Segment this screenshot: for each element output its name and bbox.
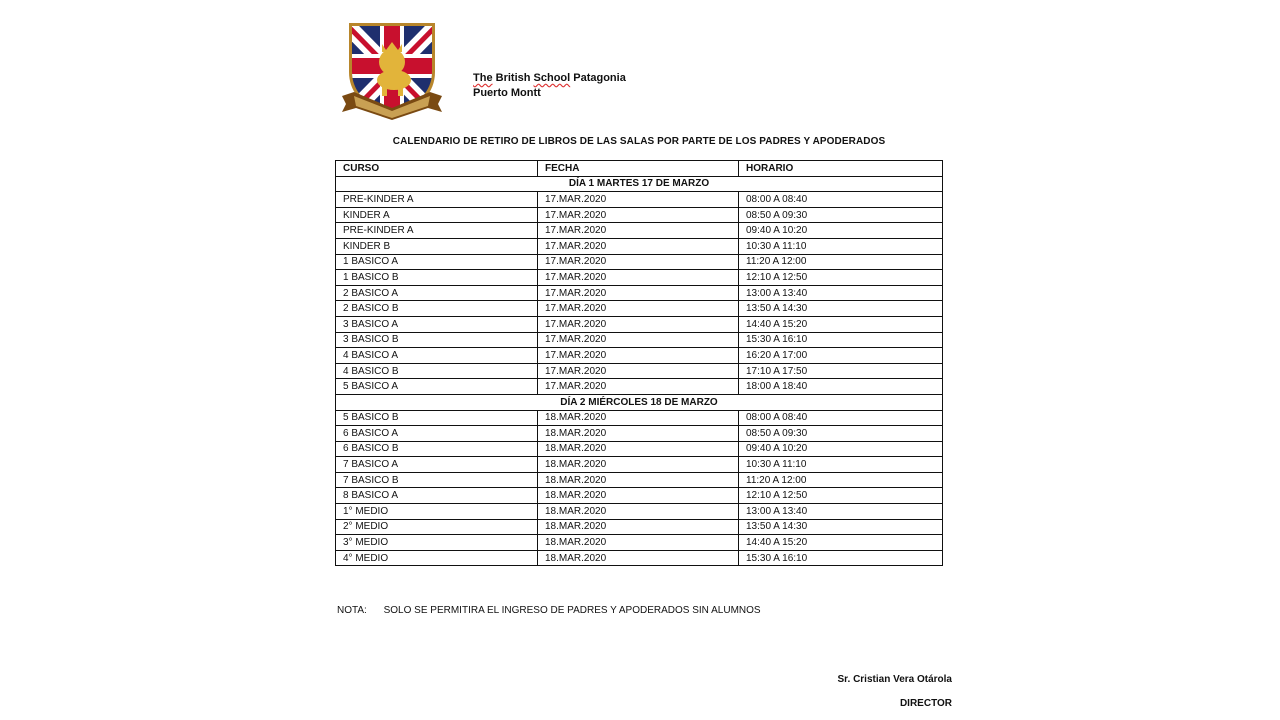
table-row xyxy=(336,192,943,208)
day-1-heading: DÍA 1 MARTES 17 DE MARZO xyxy=(336,176,943,192)
cell-curso: 2 BASICO A xyxy=(336,285,538,301)
table-row xyxy=(336,316,943,332)
header-fecha: FECHA xyxy=(538,161,739,177)
cell-fecha: 17.MAR.2020 xyxy=(538,316,739,332)
cell-horario: 18:00 A 18:40 xyxy=(739,379,943,395)
table-row xyxy=(336,488,943,504)
school-city: Puerto Montt xyxy=(473,87,541,99)
cell-horario: 13:50 A 14:30 xyxy=(739,301,943,317)
cell-fecha: 17.MAR.2020 xyxy=(538,363,739,379)
cell-fecha: 17.MAR.2020 xyxy=(538,301,739,317)
cell-curso: PRE-KINDER A xyxy=(336,223,538,239)
cell-curso: PRE-KINDER A xyxy=(336,192,538,208)
cell-horario: 15:30 A 16:10 xyxy=(739,550,943,566)
cell-horario: 13:00 A 13:40 xyxy=(739,285,943,301)
cell-horario: 14:40 A 15:20 xyxy=(739,535,943,551)
table-row xyxy=(336,254,943,270)
cell-curso: 1 BASICO B xyxy=(336,270,538,286)
table-row xyxy=(336,223,943,239)
table-row xyxy=(336,426,943,442)
table-row xyxy=(336,519,943,535)
cell-horario: 11:20 A 12:00 xyxy=(739,472,943,488)
cell-fecha: 18.MAR.2020 xyxy=(538,535,739,551)
cell-curso: 5 BASICO B xyxy=(336,410,538,426)
cell-fecha: 17.MAR.2020 xyxy=(538,348,739,364)
cell-curso: 2 BASICO B xyxy=(336,301,538,317)
cell-curso: KINDER A xyxy=(336,207,538,223)
schedule-table xyxy=(335,160,943,566)
schedule-body xyxy=(336,176,943,566)
cell-horario: 12:10 A 12:50 xyxy=(739,270,943,286)
cell-horario: 08:50 A 09:30 xyxy=(739,426,943,442)
cell-curso: 8 BASICO A xyxy=(336,488,538,504)
cell-horario: 11:20 A 12:00 xyxy=(739,254,943,270)
cell-fecha: 17.MAR.2020 xyxy=(538,254,739,270)
cell-horario: 13:00 A 13:40 xyxy=(739,504,943,520)
table-row xyxy=(336,472,943,488)
cell-horario: 08:00 A 08:40 xyxy=(739,192,943,208)
table-row xyxy=(336,363,943,379)
cell-horario: 14:40 A 15:20 xyxy=(739,316,943,332)
cell-horario: 08:00 A 08:40 xyxy=(739,410,943,426)
table-row xyxy=(336,301,943,317)
cell-fecha: 17.MAR.2020 xyxy=(538,207,739,223)
table-row xyxy=(336,535,943,551)
cell-curso: 1 BASICO A xyxy=(336,254,538,270)
header-horario: HORARIO xyxy=(739,161,943,177)
cell-fecha: 18.MAR.2020 xyxy=(538,410,739,426)
cell-curso: 5 BASICO A xyxy=(336,379,538,395)
cell-horario: 15:30 A 16:10 xyxy=(739,332,943,348)
cell-horario: 09:40 A 10:20 xyxy=(739,441,943,457)
table-row xyxy=(336,207,943,223)
cell-curso: 4° MEDIO xyxy=(336,550,538,566)
signature-name: Sr. Cristian Vera Otárola xyxy=(837,674,952,685)
cell-curso: KINDER B xyxy=(336,238,538,254)
cell-fecha: 17.MAR.2020 xyxy=(538,285,739,301)
table-row xyxy=(336,332,943,348)
cell-curso: 6 BASICO A xyxy=(336,426,538,442)
cell-horario: 12:10 A 12:50 xyxy=(739,488,943,504)
note-label: NOTA: xyxy=(337,605,367,616)
cell-fecha: 18.MAR.2020 xyxy=(538,504,739,520)
cell-fecha: 17.MAR.2020 xyxy=(538,223,739,239)
school-name: The British School Patagonia xyxy=(473,72,626,84)
school-info xyxy=(473,71,626,101)
cell-curso: 4 BASICO A xyxy=(336,348,538,364)
cell-curso: 4 BASICO B xyxy=(336,363,538,379)
cell-curso: 6 BASICO B xyxy=(336,441,538,457)
note xyxy=(337,605,761,616)
cell-fecha: 17.MAR.2020 xyxy=(538,332,739,348)
cell-fecha: 17.MAR.2020 xyxy=(538,270,739,286)
day-heading-row xyxy=(336,176,943,192)
day-2-heading: DÍA 2 MIÉRCOLES 18 DE MARZO xyxy=(336,394,943,410)
day-heading-row xyxy=(336,394,943,410)
table-row xyxy=(336,410,943,426)
table-row xyxy=(336,504,943,520)
cell-fecha: 17.MAR.2020 xyxy=(538,192,739,208)
cell-horario: 16:20 A 17:00 xyxy=(739,348,943,364)
cell-fecha: 18.MAR.2020 xyxy=(538,426,739,442)
table-row xyxy=(336,348,943,364)
cell-horario: 10:30 A 11:10 xyxy=(739,457,943,473)
cell-curso: 3 BASICO B xyxy=(336,332,538,348)
table-header-row xyxy=(336,161,943,177)
cell-curso: 2° MEDIO xyxy=(336,519,538,535)
cell-curso: 1° MEDIO xyxy=(336,504,538,520)
table-row xyxy=(336,457,943,473)
cell-curso: 7 BASICO B xyxy=(336,472,538,488)
cell-fecha: 17.MAR.2020 xyxy=(538,238,739,254)
cell-fecha: 18.MAR.2020 xyxy=(538,550,739,566)
cell-curso: 3° MEDIO xyxy=(336,535,538,551)
signature-role: DIRECTOR xyxy=(899,698,952,709)
cell-horario: 10:30 A 11:10 xyxy=(739,238,943,254)
cell-horario: 08:50 A 09:30 xyxy=(739,207,943,223)
table-row xyxy=(336,379,943,395)
note-text: SOLO SE PERMITIRA EL INGRESO DE PADRES Y APODERADOS SIN ALUMNOS xyxy=(383,605,761,616)
cell-fecha: 18.MAR.2020 xyxy=(538,519,739,535)
table-row xyxy=(336,270,943,286)
table-row xyxy=(336,285,943,301)
cell-fecha: 18.MAR.2020 xyxy=(538,457,739,473)
cell-fecha: 18.MAR.2020 xyxy=(538,488,739,504)
table-row xyxy=(336,238,943,254)
cell-fecha: 17.MAR.2020 xyxy=(538,379,739,395)
cell-curso: 3 BASICO A xyxy=(336,316,538,332)
table-row xyxy=(336,441,943,457)
cell-horario: 13:50 A 14:30 xyxy=(739,519,943,535)
table-row xyxy=(336,550,943,566)
cell-curso: 7 BASICO A xyxy=(336,457,538,473)
document-title: CALENDARIO DE RETIRO DE LIBROS DE LAS SALAS POR PARTE DE LOS PADRES Y APODERADOS xyxy=(392,136,886,147)
header-curso: CURSO xyxy=(336,161,538,177)
cell-horario: 09:40 A 10:20 xyxy=(739,223,943,239)
school-crest-icon xyxy=(342,20,442,122)
cell-horario: 17:10 A 17:50 xyxy=(739,363,943,379)
cell-fecha: 18.MAR.2020 xyxy=(538,441,739,457)
cell-fecha: 18.MAR.2020 xyxy=(538,472,739,488)
